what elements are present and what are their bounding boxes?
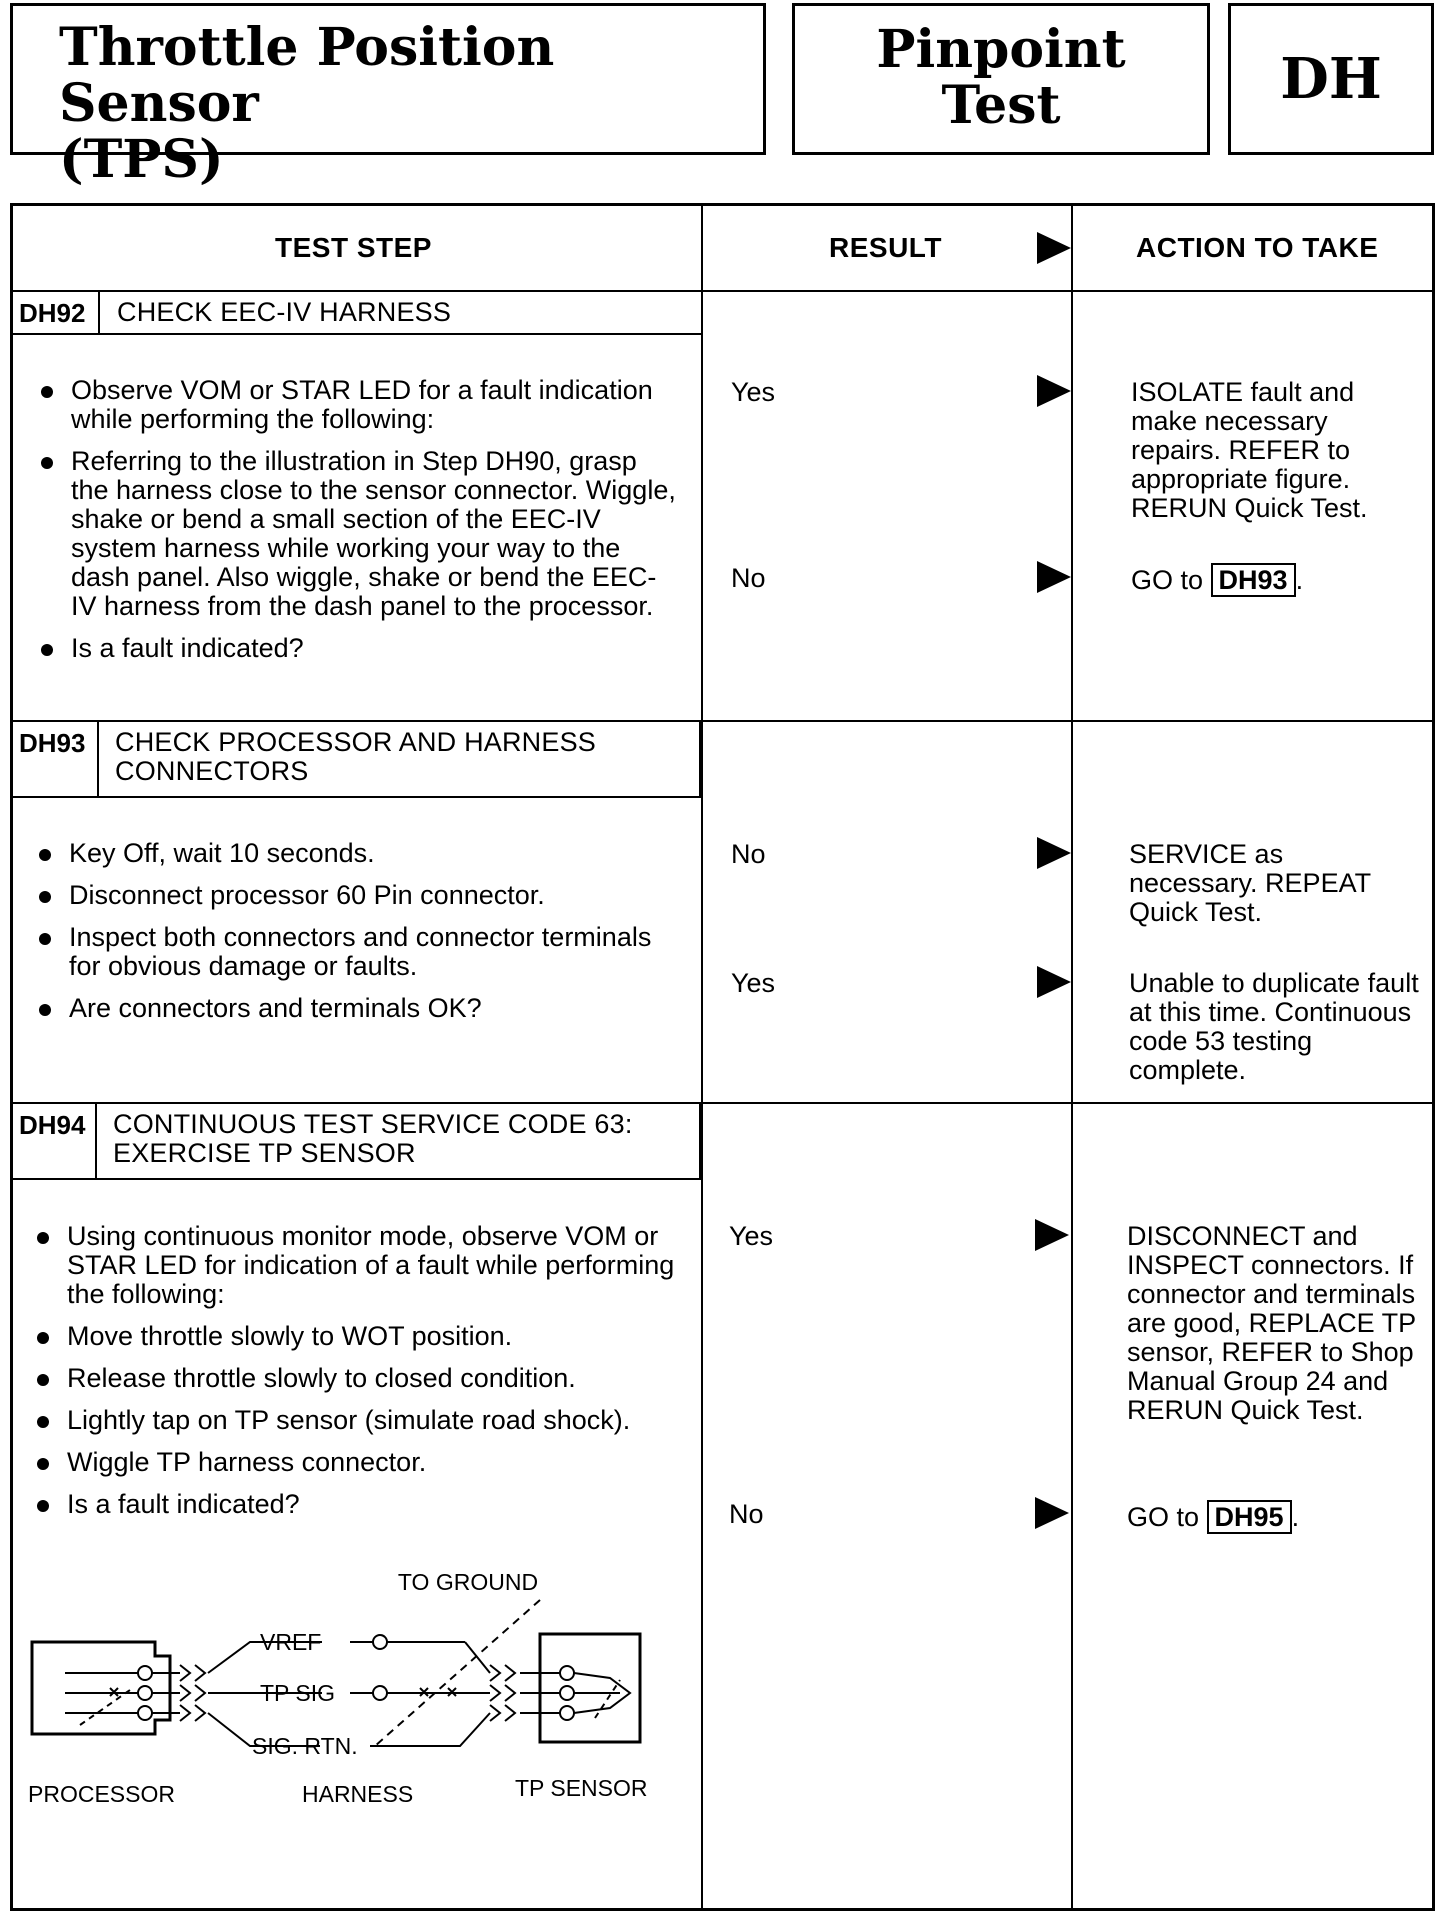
label-to-ground: TO GROUND [397,1570,539,1595]
action-text: ISOLATE fault and make necessary repairs. REFER to appropriate figure. RERUN Quick Test. [1131,377,1368,523]
col-header-result: RESULT [829,232,942,263]
step-title-dh94: CONTINUOUS TEST SERVICE CODE 63: EXERCISE TP SENSOR [113,1109,633,1168]
action-goto: GO to DH93 . [1131,565,1304,595]
step-bullets-dh93 [37,839,677,1036]
list-item: Move throttle slowly to WOT position. [35,1322,685,1351]
action-text: DISCONNECT and INSPECT connectors. If connector and terminals are good, REPLACE TP sensor, REFER to Shop Manual Group 24 and RERUN Quick Test. [1127,1221,1416,1425]
page-title-box [10,3,766,190]
list-item: Using continuous monitor mode, observe VOM or STAR LED for indication of a fault while performing the following: [35,1222,685,1309]
result-label: Yes [731,377,776,407]
pinpoint-line2: Test [941,75,1061,136]
label-harness: HARNESS [302,1781,414,1807]
step-id-dh93: DH93 [19,728,86,758]
result-label: No [731,563,766,593]
step-bullets-dh94 [35,1222,685,1532]
col-divider-1 [701,206,703,1908]
result-arrow-icon [1037,232,1071,264]
step-id-dh94: DH94 [19,1110,86,1140]
list-item: Disconnect processor 60 Pin connector. [37,881,677,910]
test-code-box [1228,3,1434,155]
result-arrow-icon [1037,966,1071,998]
label-sig-rtn: SIG. RTN. [252,1733,358,1759]
action-text: SERVICE as necessary. REPEAT Quick Test. [1129,839,1371,927]
tps-wiring-diagram [20,1570,680,1810]
result-arrow-icon [1037,375,1071,407]
list-item: Inspect both connectors and connector terminals for obvious damage or faults. [37,923,677,981]
goto-step-link[interactable]: DH93 [1211,563,1296,597]
action-text: Unable to duplicate fault at this time. Continuous code 53 testing complete. [1129,968,1419,1085]
result-label: No [731,839,766,869]
list-item: Are connectors and terminals OK? [37,994,677,1023]
test-code: DH [1280,46,1382,112]
result-arrow-icon [1037,561,1071,593]
list-item: Release throttle slowly to closed condition. [35,1364,685,1393]
wiring-lines [65,1600,640,1746]
result-arrow-icon [1037,837,1071,869]
action-goto: GO to DH95 . [1127,1502,1300,1532]
list-item: Lightly tap on TP sensor (simulate road shock). [35,1406,685,1435]
step-title-dh93: CHECK PROCESSOR AND HARNESS CONNECTORS [115,727,596,786]
col-divider-2 [1071,206,1073,1908]
label-tp-sensor: TP SENSOR [515,1775,648,1801]
result-label: No [729,1499,764,1529]
list-item: Wiggle TP harness connector. [35,1448,685,1477]
step-id-dh92: DH92 [19,298,86,328]
label-vref: VREF [260,1629,322,1655]
result-arrow-icon [1035,1219,1069,1251]
page-title-line1: Throttle Position Sensor [59,17,555,134]
list-item: Observe VOM or STAR LED for a fault indication while performing the following: [39,376,679,434]
label-processor: PROCESSOR [28,1781,175,1807]
result-label: Yes [731,968,776,998]
goto-step-link[interactable]: DH95 [1207,1500,1292,1534]
col-header-action: ACTION TO TAKE [1136,232,1379,263]
step-bullets-dh92 [39,376,679,676]
list-item: Is a fault indicated? [39,634,679,663]
col-header-test-step: TEST STEP [275,232,432,263]
page-title-line2: (TPS) [59,129,224,190]
list-item: Referring to the illustration in Step DH90, grasp the harness close to the sensor connector. Wiggle, shake or bend a small section of the EEC-IV system harness while working your way to the dash panel. Also wiggle, shake or bend the EEC-IV harness from the dash panel to the processor. [39,447,679,621]
pinpoint-line1: Pinpoint [876,19,1126,80]
label-tp-sig: TP SIG [260,1680,335,1706]
result-label: Yes [729,1221,774,1251]
list-item: Key Off, wait 10 seconds. [37,839,677,868]
list-item: Is a fault indicated? [35,1490,685,1519]
pinpoint-test-box [792,3,1210,155]
step-title-dh92: CHECK EEC-IV HARNESS [117,297,452,327]
result-arrow-icon [1035,1497,1069,1529]
